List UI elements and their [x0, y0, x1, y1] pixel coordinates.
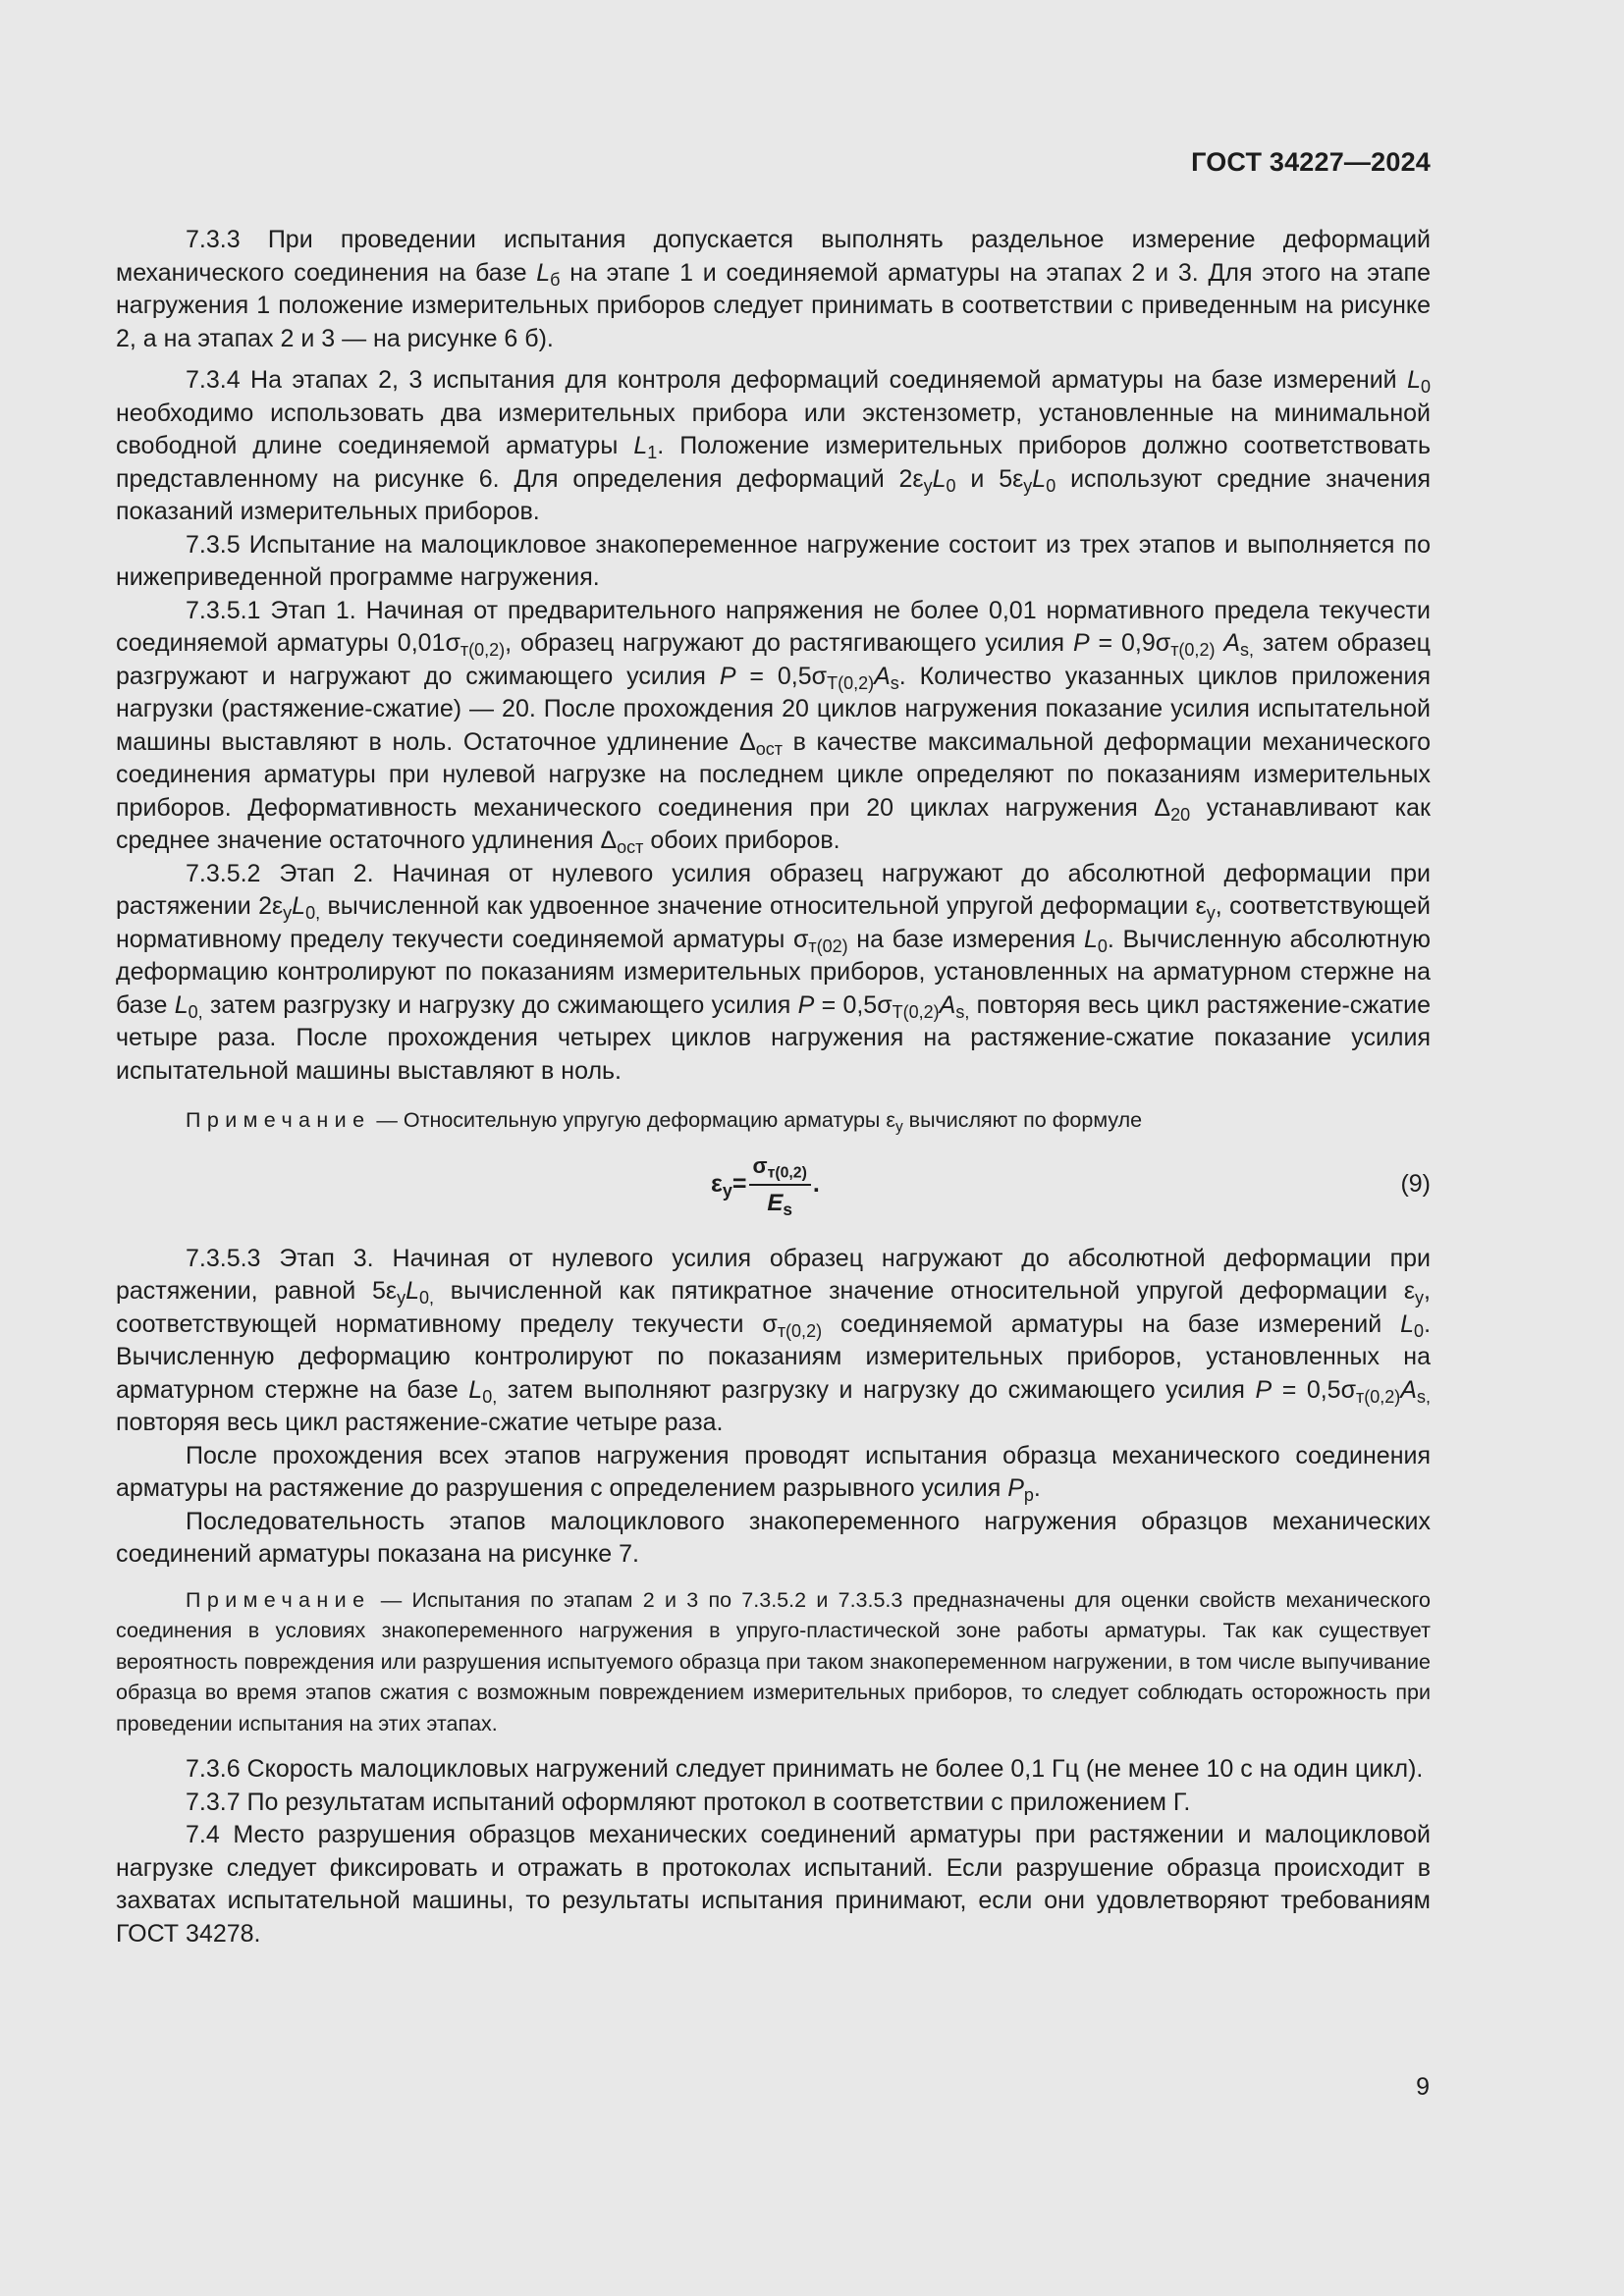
note-formula-intro: Примечание — Относительную упругую деформацию арматуры $\varepsilon_y$ вычисляют по формуле: [186, 1108, 1143, 1136]
document-body: [116, 224, 1431, 1950]
formula-9: [116, 1145, 1431, 1225]
paragraph-7-3-3: 7.3.3 При проведении испытания допускается выполнять раздельное измерение деформаций механического соединения на базе $L_б$ на этапе 1 и соединяемой арматуры на этапах 2 и 3. Для этого на этапе нагружения 1 положение измерительных приборов следует принимать в соответствии с приведенным на рисунке 2, а на этапах 2 и 3 — на рисунке 6 б).: [116, 226, 1431, 352]
formula-equals: =: [731, 1169, 747, 1198]
paragraph-after-stages: После прохождения всех этапов нагружения проводят испытания образца механического соединения арматуры на растяжение до разрушения с определением разрывного усилия $P_p$.: [116, 1441, 1431, 1506]
paragraph-7-3-5-3: 7.3.5.3 Этап 3. Начиная от нулевого усилия образец нагружают до абсолютной деформации при растяжении, равной $5\varepsilon_yL_{0,}$ вычисленной как пятикратное значение относительной упругой деформации $\varepsilon_y$, соответствующей нормативному пределу текучести $\sigma_{т(0,2)}$ соединяемой арматуры на базе измерений $L_0$. Вычисленную деформацию контролируют по показаниям измерительных приборов, установленных на арматурном стержне на базе $L_{0,}$ затем выполняют разгрузку и нагрузку до сжимающего усилия $P = 0,5\sigma_{т(0,2)}A_{s,}$ повторяя весь цикл растяжение-сжатие четыре раза.: [116, 1244, 1432, 1436]
formula-lhs: $\varepsilon_y$: [711, 1169, 732, 1201]
paragraph-sequence: Последовательность этапов малоциклового знакопеременного нагружения образцов механических соединений арматуры показана на рисунке 7.: [116, 1507, 1431, 1568]
formula-period: .: [812, 1169, 820, 1198]
formula-fraction: [749, 1149, 811, 1220]
formula-expression: [711, 1145, 820, 1225]
page-number: 9: [1416, 2073, 1430, 2101]
paragraph-7-3-5-1: 7.3.5.1 Этап 1. Начиная от предварительного напряжения не более 0,01 нормативного предела текучести соединяемой арматуры $0,01\sigma_{т(0,2)}$, образец нагружают до растягивающего усилия $P = 0,9\sigma_{т(0,2)}$ $A_{s,}$ затем образец разгружают и нагружают до сжимающего усилия $P = 0,5\sigma_{T(0,2)}A_s$. Количество указанных циклов приложения нагрузки (растяжение-сжатие) — 20. После прохождения 20 циклов нагружения показание усилия испытательной машины выставляют в ноль. Остаточное удлинение $\Delta_{ост}$ в качестве максимальной деформации механического соединения арматуры при нулевой нагрузке на последнем цикле определяют по показаниям измерительных приборов. Деформативность механического соединения при 20 циклах нагружения $\Delta_{20}$ устанавливают как среднее значение остаточного удлинения $\Delta_{ост}$ обоих приборов.: [116, 596, 1432, 858]
paragraph-7-3-5-2: 7.3.5.2 Этап 2. Начиная от нулевого усилия образец нагружают до абсолютной деформации при растяжении $2\varepsilon_yL_{0,}$ вычисленной как удвоенное значение относительной упругой деформации $\varepsilon_y$, соответствующей нормативному пределу текучести соединяемой арматуры $\sigma_{т(02)}$ на базе измерения $L_0$. Вычисленную абсолютную деформацию контролируют по показаниям измерительных приборов, установленных на арматурном стержне на базе $L_{0,}$ затем разгрузку и нагрузку до сжимающего усилия $P = 0,5\sigma_{T(0,2)}A_{s,}$ повторяя весь цикл растяжение-сжатие четыре раза. После прохождения четырех циклов нагружения на растяжение-сжатие показание усилия испытательной машины выставляют в ноль.: [116, 859, 1432, 1085]
paragraph-7-3-5: 7.3.5 Испытание на малоцикловое знакопеременное нагружение состоит из трех этапов и выполняется по нижеприведенной программе нагружения.: [116, 530, 1431, 591]
paragraph-7-3-6: 7.3.6 Скорость малоцикловых нагружений следует принимать не более 0,1 Гц (не менее 10 с на один цикл).: [186, 1755, 1424, 1783]
document-header: ГОСТ 34227—2024: [1191, 147, 1431, 177]
paragraph-7-3-7: 7.3.7 По результатам испытаний оформляют протокол в соответствии с приложением Г.: [186, 1788, 1191, 1816]
note-stages: Примечание — Испытания по этапам 2 и 3 по 7.3.5.2 и 7.3.5.3 предназначены для оценки свойств механического соединения в условиях знакопеременного нагружения в упруго-пластической зоне работы арматуры. Так как существует вероятность повреждения или разрушения испытуемого образца при таком знакопеременном нагружении, в том числе выпучивание образца во время этапов сжатия с возможным повреждением измерительных приборов, то следует соблюдать осторожность при проведении испытания на этих этапах.: [116, 1587, 1431, 1735]
formula-number: (9): [1400, 1169, 1431, 1198]
formula-denominator: $E_s$: [767, 1190, 792, 1219]
paragraph-7-3-4: 7.3.4 На этапах 2, 3 испытания для контроля деформаций соединяемой арматуры на базе измерений $L_0$ необходимо использовать два измерительных прибора или экстензометр, установленные на минимальной свободной длине соединяемой арматуры $L_1$. Положение измерительных приборов должно соответствовать представленному на рисунке 6. Для определения деформаций $2\varepsilon_yL_0$ и $5\varepsilon_yL_0$ используют средние значения показаний измерительных приборов.: [116, 366, 1432, 525]
formula-numerator: $\sigma_{т(0,2)}$: [749, 1149, 811, 1187]
paragraph-7-4: 7.4 Место разрушения образцов механических соединений арматуры при растяжении и малоцикловой нагрузке следует фиксировать и отражать в протоколах испытаний. Если разрушение образца происходит в захватах испытательной машины, то результаты испытания принимают, если они удовлетворяют требованиям ГОСТ 34278.: [116, 1821, 1431, 1948]
